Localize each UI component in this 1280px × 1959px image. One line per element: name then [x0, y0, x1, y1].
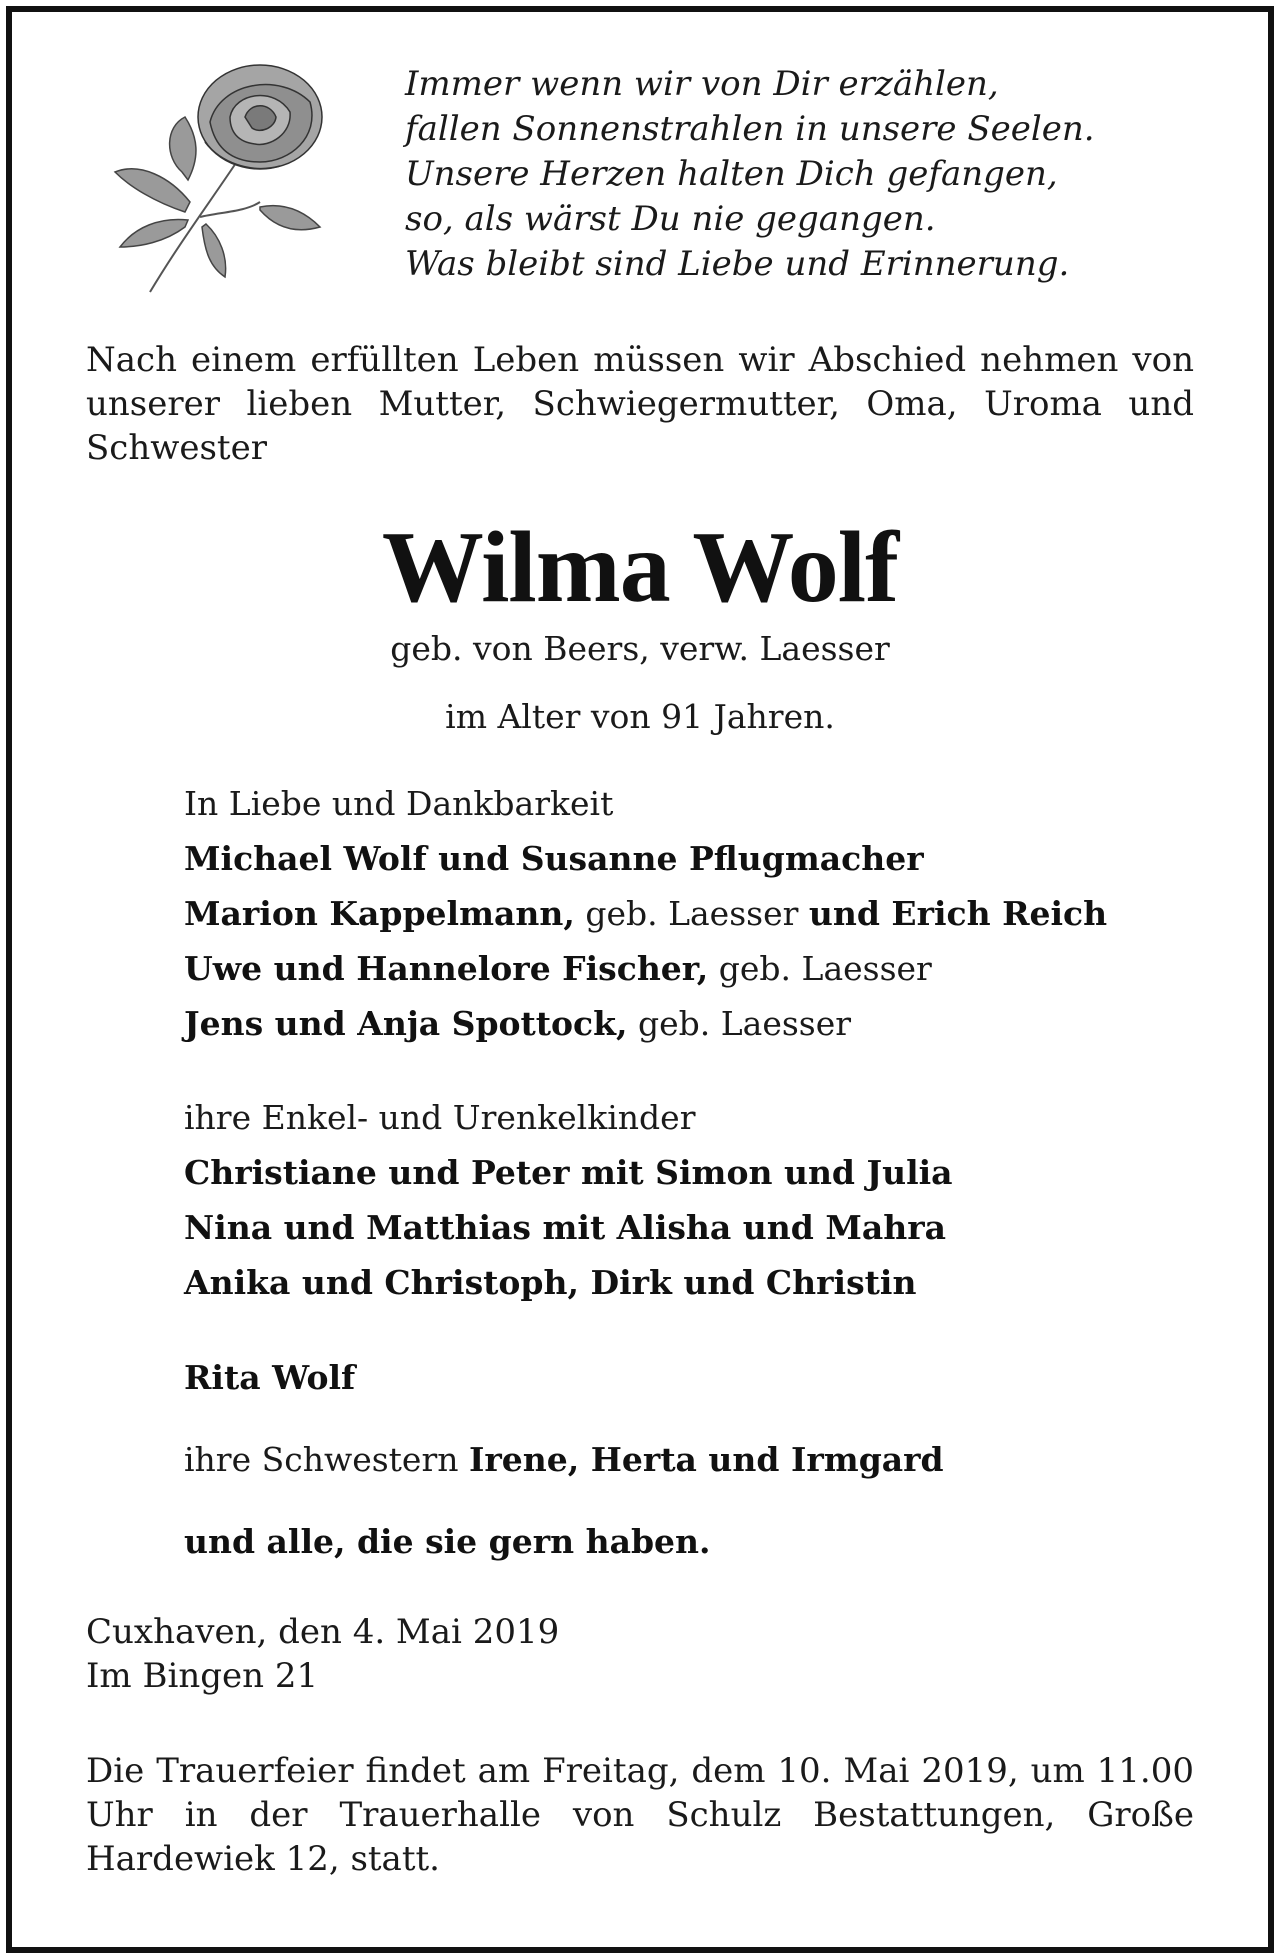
- mourners-list: [184, 776, 1204, 1051]
- mourner-line: Uwe und Hannelore Fischer, geb. Laesser: [184, 949, 932, 988]
- grandchild-line: Nina und Matthias mit Alisha und Mahra: [184, 1208, 947, 1247]
- poem-line: Immer wenn wir von Dir erzählen,: [405, 64, 999, 104]
- poem-line: fallen Sonnenstrahlen in unsere Seelen.: [405, 109, 1095, 149]
- poem: [405, 62, 1205, 287]
- sisters-prefix: ihre Schwestern: [184, 1440, 469, 1479]
- mourner-line: Michael Wolf und Susanne Pflugmacher: [184, 839, 924, 878]
- other-mourners: [184, 1350, 1204, 1405]
- age-line: im Alter von 91 Jahren.: [445, 697, 835, 736]
- mourners-heading: In Liebe und Dankbarkeit: [184, 784, 614, 823]
- mourner-line: Jens und Anja Spottock, geb. Laesser: [184, 1004, 852, 1043]
- closing-line: [184, 1514, 1204, 1569]
- closing-text: und alle, die sie gern haben.: [184, 1522, 711, 1561]
- other-mourner: Rita Wolf: [184, 1358, 356, 1397]
- rose-icon: [110, 62, 340, 302]
- funeral-notice: Die Trauerfeier findet am Freitag, dem 10. Mai 2019, um 11.00 Uhr in der Trauerhalle von Schulz Bestattungen, Große Hardewiek 12, statt.: [86, 1751, 1194, 1879]
- mourner-line: Marion Kappelmann, geb. Laesser und Erich Reich: [184, 894, 1108, 933]
- poem-line: so, als wärst Du nie gegangen.: [405, 199, 936, 239]
- deceased-name: Wilma Wolf: [381, 511, 899, 624]
- intro-text: Nach einem erfüllten Leben müssen wir Abschied nehmen von unserer lieben Mutter, Schwiegermutter, Oma, Uroma und Schwester: [86, 340, 1194, 468]
- place-date-line: Cuxhaven, den 4. Mai 2019: [86, 1612, 560, 1652]
- poem-line: Unsere Herzen halten Dich gefangen,: [405, 154, 1058, 194]
- place-date: [86, 1610, 1194, 1698]
- poem-line: Was bleibt sind Liebe und Erinnerung.: [405, 244, 1070, 284]
- birth-names: geb. von Beers, verw. Laesser: [390, 629, 890, 668]
- grandchildren-heading: ihre Enkel- und Urenkelkinder: [184, 1098, 696, 1137]
- grandchild-line: Christiane und Peter mit Simon und Julia: [184, 1153, 953, 1192]
- grandchild-line: Anika und Christoph, Dirk und Christin: [184, 1263, 917, 1302]
- sisters-names: Irene, Herta und Irmgard: [468, 1440, 944, 1479]
- address-line: Im Bingen 21: [86, 1656, 319, 1696]
- grandchildren-list: [184, 1090, 1204, 1310]
- sisters-line: [184, 1432, 1204, 1487]
